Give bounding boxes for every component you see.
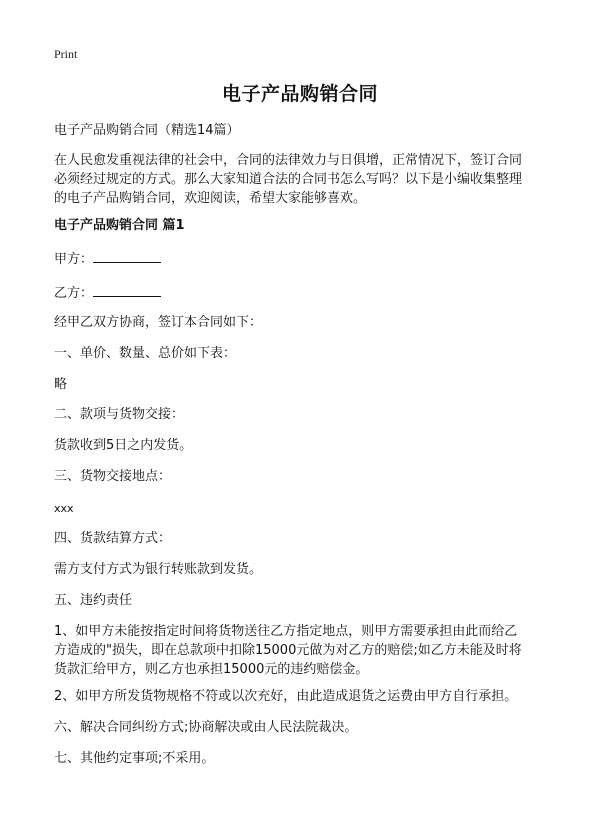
clause1-line-1: 1、如甲方未能按指定时间将货物送往乙方指定地点，则甲方需要承担由此而给乙 bbox=[54, 624, 518, 639]
intro-line-2: 必须经过规定的方式。那么大家知道合法的合同书怎么写吗？以下是小编收集整理 bbox=[54, 172, 523, 187]
document-subtitle: 电子产品购销合同（精选14篇） bbox=[54, 123, 240, 138]
item2-heading: 二、款项与货物交接： bbox=[54, 407, 185, 422]
item1-heading: 一、单价、数量、总价如下表： bbox=[54, 346, 237, 361]
item5-clause2: 2、如甲方所发货物规格不符或以次充好，由此造成退货之运费由甲方自行承担。 bbox=[54, 689, 518, 704]
intro-line-3: 的电子产品购销合同，欢迎阅读，希望大家能够喜欢。 bbox=[54, 191, 367, 206]
document-title: 电子产品购销合同 bbox=[221, 83, 378, 105]
item4-content: 需方支付方式为银行转账款到发货。 bbox=[54, 562, 263, 577]
item5-heading: 五、违约责任 bbox=[54, 593, 133, 608]
intro-line-1: 在人民愈发重视法律的社会中，合同的法律效力与日俱增，正常情况下，签订合同 bbox=[54, 153, 523, 168]
party-a-blank bbox=[93, 248, 161, 263]
party-b-label: 乙方： bbox=[54, 286, 94, 301]
item2-content: 货款收到5日之内发货。 bbox=[54, 438, 193, 453]
item3-heading: 三、货物交接地点： bbox=[54, 469, 172, 484]
intro-paragraph bbox=[54, 151, 554, 208]
clause1-line-2: 方造成的"损失，即在总款项中扣除15000元做为对乙方的赔偿;如乙方未能及时将 bbox=[54, 643, 522, 658]
print-link[interactable]: Print bbox=[54, 47, 78, 61]
item4-heading: 四、货款结算方式： bbox=[54, 531, 172, 546]
item3-content: xxx bbox=[54, 502, 74, 515]
clause1-line-3: 货款汇给甲方，则乙方也承担15000元的违约赔偿金。 bbox=[54, 662, 369, 677]
party-a-field bbox=[54, 248, 554, 269]
party-b-blank bbox=[93, 282, 161, 297]
agreement-text: 经甲乙双方协商，签订本合同如下： bbox=[54, 315, 263, 330]
item5-clause1 bbox=[54, 622, 554, 679]
party-b-field bbox=[54, 282, 554, 303]
section-heading: 电子产品购销合同 篇1 bbox=[54, 218, 185, 233]
item1-content: 略 bbox=[54, 377, 68, 392]
party-a-label: 甲方： bbox=[54, 252, 94, 267]
item6-text: 六、解决合同纠纷方式;协商解决或由人民法院裁决。 bbox=[54, 720, 358, 735]
item7-text: 七、其他约定事项;不采用。 bbox=[54, 751, 215, 766]
